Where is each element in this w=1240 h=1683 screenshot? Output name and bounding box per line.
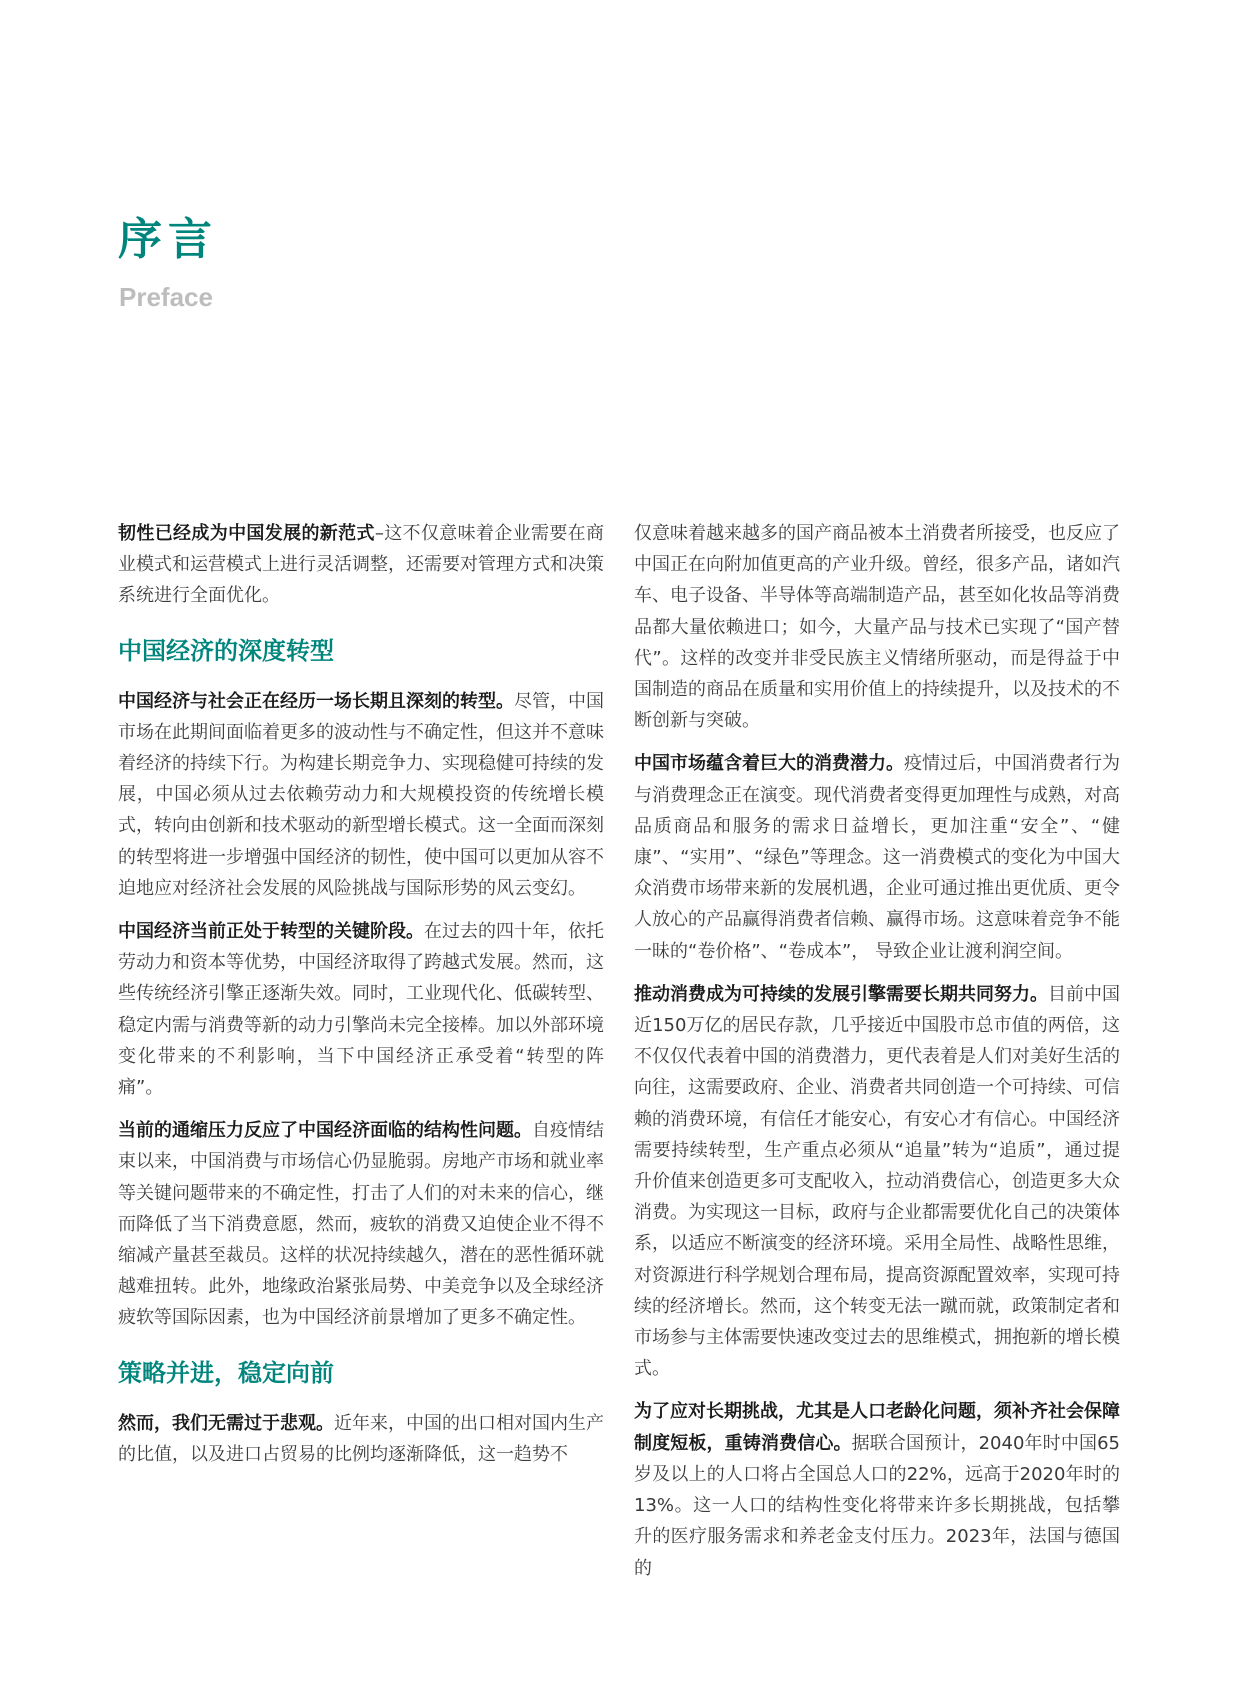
- paragraph-text: 仅意味着越来越多的国产商品被本土消费者所接受，也反应了中国正在向附加值更高的产业升级。曾经，很多产品，诸如汽车、电子设备、半导体等高端制造产品，甚至如化妆品等消费品都大量依赖进口；如今，大量产品与技术已实现了“国产替代”。这样的改变并非受民族主义情绪所驱动，而是得益于中国制造的商品在质量和实用价值上的持续提升，以及技术的不断创新与突破。: [634, 523, 1120, 732]
- paragraph-deflation: [118, 1115, 604, 1333]
- paragraph-lead: 中国市场蕴含着巨大的消费潜力。: [634, 753, 904, 775]
- section-heading-strategy: 策略并进，稳定向前: [118, 1358, 334, 1387]
- intro-lead: 韧性已经成为中国发展的新范式: [118, 523, 375, 544]
- paragraph-lead: 当前的通缩压力反应了中国经济面临的结构性问题。: [118, 1120, 532, 1142]
- paragraph-consumption-engine: [634, 979, 1120, 1385]
- paragraph-lead: 为了应对长期挑战，尤其是人口老龄化问题，须补齐社会保障制度短板，重铸消费信心。: [634, 1401, 1120, 1454]
- paragraph-text: 目前中国近150万亿的居民存款，几乎接近中国股市总市值的两倍，这不仅仅代表着中国的消费潜力，更代表着是人们对美好生活的向往，这需要政府、企业、消费者共同创造一个可持续、可信赖的消费环境，有信任才能安心，有安心才有信心。中国经济需要持续转型，生产重点必须从“追量”转为“追质”，通过提升价值来创造更多可支配收入，拉动消费信心，创造更多大众消费。为实现这一目标，政府与企业都需要优化自己的决策体系，以适应不断演变的经济环境。采用全局性、战略性思维，对资源进行科学规划合理布局，提高资源配置效率，实现可持续的经济增长。然而，这个转变无法一蹴而就，政策制定者和市场参与主体需要快速改变过去的思维模式，拥抱新的增长模式。: [634, 983, 1120, 1380]
- paragraph-aging-challenge: [634, 1396, 1120, 1583]
- paragraph-continued: [634, 518, 1120, 736]
- paragraph-text: 近年来，中国的出口相对国内生产的比值，以及进口占贸易的比例均逐渐降低，这一趋势不: [118, 1412, 604, 1465]
- paragraph-text: 据联合国预计，2040年时中国65岁及以上的人口将占全国总人口的22%，远高于2020年时的13%。这一人口的结构性变化将带来许多长期挑战，包括攀升的医疗服务需求和养老金支付压力。2023年，法国与德国的: [634, 1432, 1120, 1579]
- paragraph-lead: 推动消费成为可持续的发展引擎需要长期共同努力。: [634, 983, 1048, 1005]
- page-title: 序言: [118, 214, 218, 265]
- paragraph-lead: 中国经济当前正处于转型的关键阶段。: [118, 921, 424, 943]
- paragraph-transformation: [118, 686, 604, 904]
- paragraph-text: 自疫情结束以来，中国消费与市场信心仍显脆弱。房地产市场和就业率等关键问题带来的不确定性，打击了人们的对未来的信心，继而降低了当下消费意愿，然而，疲软的消费又迫使企业不得不缩减产量甚至裁员。这样的状况持续越久，潜在的恶性循环就越难扭转。此外，地缘政治紧张局势、中美竞争以及全球经济疲软等国际因素，也为中国经济前景增加了更多不确定性。: [118, 1120, 604, 1329]
- right-column: [634, 518, 1120, 1596]
- paragraph-text: 疫情过后，中国消费者行为与消费理念正在演变。现代消费者变得更加理性与成熟，对高品质商品和服务的需求日益增长，更加注重“安全”、“健康”、“实用”、“绿色”等理念。这一消费模式的变化为中国大众消费市场带来新的发展机遇，企业可通过推出更优质、更令人放心的产品赢得消费者信赖、赢得市场。这意味着竞争不能一昧的“卷价格”、“卷成本”， 导致企业让渡利润空间。: [634, 753, 1120, 962]
- intro-text: –这不仅意味着企业需要在商业模式和运营模式上进行灵活调整，还需要对管理方式和决策系统进行全面优化。: [118, 523, 605, 607]
- paragraph-lead: 然而，我们无需过于悲观。: [118, 1412, 334, 1434]
- paragraph-text: 在过去的四十年，依托劳动力和资本等优势，中国经济取得了跨越式发展。然而，这些传统经济引擎正逐渐失效。同时，工业现代化、低碳转型、稳定内需与消费等新的动力引擎尚未完全接棒。加以外部环境变化带来的不利影响，当下中国经济正承受着“转型的阵痛”。: [118, 921, 604, 1099]
- paragraph-no-pessimism: [118, 1408, 604, 1470]
- page-subtitle: Preface: [119, 282, 213, 312]
- paragraph-consumption-potential: [634, 748, 1120, 966]
- paragraph-critical-stage: [118, 916, 604, 1103]
- intro-paragraph: [118, 518, 604, 612]
- left-column: [118, 518, 604, 1482]
- section-heading-transformation: 中国经济的深度转型: [118, 636, 334, 665]
- paragraph-text: 尽管，中国市场在此期间面临着更多的波动性与不确定性，但这并不意味着经济的持续下行。为构建长期竞争力、实现稳健可持续的发展，中国必须从过去依赖劳动力和大规模投资的传统增长模式，转向由创新和技术驱动的新型增长模式。这一全面而深刻的转型将进一步增强中国经济的韧性，使中国可以更加从容不迫地应对经济社会发展的风险挑战与国际形势的风云变幻。: [118, 690, 604, 899]
- paragraph-lead: 中国经济与社会正在经历一场长期且深刻的转型。: [118, 690, 514, 712]
